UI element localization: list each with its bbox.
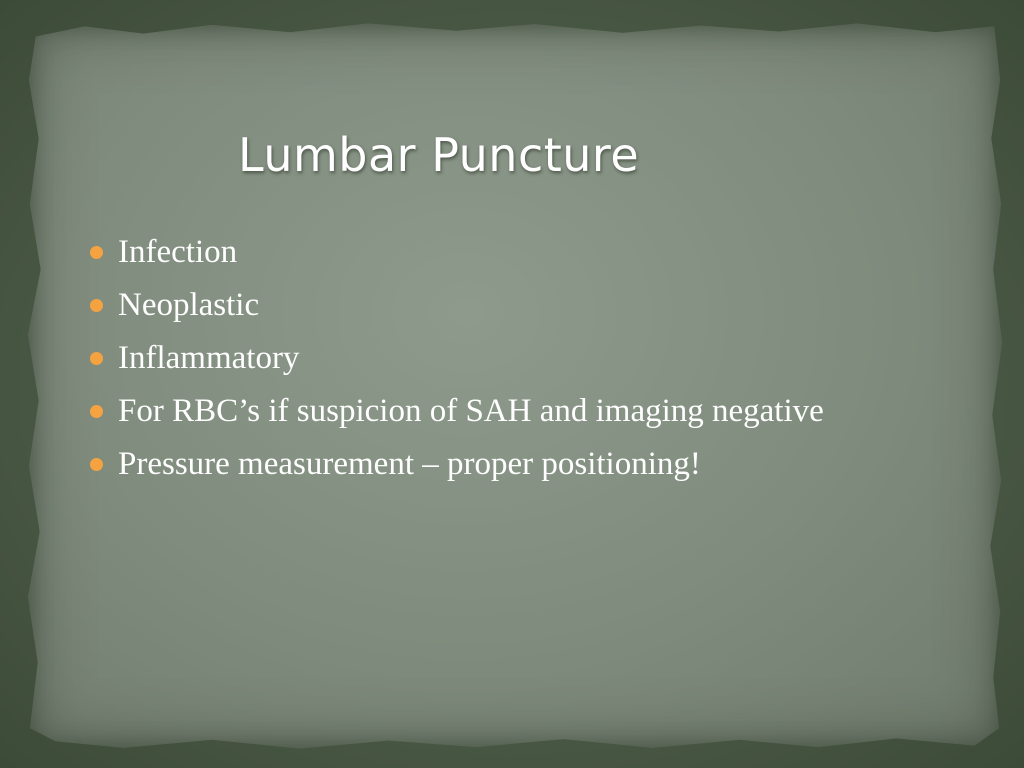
bullet-dot-icon <box>90 405 103 418</box>
bullet-item <box>90 226 824 279</box>
bullet-item <box>90 279 824 332</box>
bullet-dot-icon <box>90 299 103 312</box>
bullet-text: Infection <box>118 234 238 270</box>
bullet-dot-icon <box>90 246 103 259</box>
bullet-dot-icon <box>90 352 103 365</box>
bullet-item <box>90 385 824 438</box>
bullet-text: Pressure measurement – proper positioning! <box>118 446 701 482</box>
bullet-text: Inflammatory <box>118 340 300 376</box>
bullet-item <box>90 332 824 385</box>
bullet-text: Neoplastic <box>118 287 260 323</box>
slide-title: Lumbar Puncture <box>238 128 640 182</box>
bullet-item <box>90 438 824 491</box>
bullet-list <box>90 226 824 491</box>
bullet-text: For RBC’s if suspicion of SAH and imaging negative <box>118 393 824 429</box>
bullet-dot-icon <box>90 458 103 471</box>
